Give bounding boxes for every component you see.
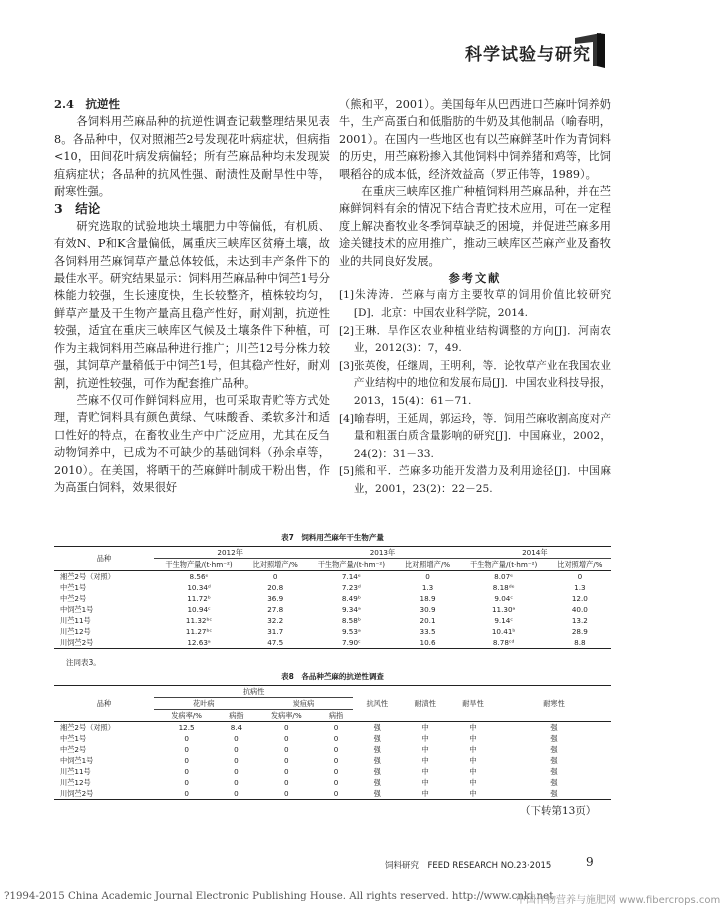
table-cell: 中 [469, 722, 477, 732]
table-cell: 0 [283, 745, 289, 754]
table-cell: 1.3 [574, 583, 586, 592]
table-cell: 0 [333, 723, 339, 732]
table-cell: 0 [234, 778, 239, 787]
table-cell: 10.34ᵈ [187, 583, 211, 592]
table-cell: 中 [469, 733, 477, 743]
section-title: 科学试验与研究 [465, 45, 591, 65]
table-cell: 强 [373, 788, 381, 798]
table-cell: 湘苎2号（对照） [60, 571, 115, 581]
table-cell: 0 [184, 745, 189, 754]
table-8-header-drought: 耐旱性 [449, 686, 497, 722]
table-cell: 川苎12号 [60, 626, 91, 636]
table-7-header-dry: 干生物产量/(t·hm⁻²) [470, 559, 538, 569]
table-cell: 13.2 [571, 616, 588, 625]
table-cell: 中 [421, 788, 429, 798]
table-cell: 川苎11号 [60, 615, 91, 625]
reference-item: [3]张英俊，任继周，王明利，等．论牧草产业在我国农业产业结构中的地位和发展布局[J]．中国农业科技导报，2013，15(4)：61－71. [339, 359, 611, 408]
reference-item: [4]喻春明，王延周，郭运玲，等．饲用苎麻收割高度对产量和粗蛋白质含量影响的研究[J]．中国麻业，2002，24(2)：31－33. [339, 412, 611, 460]
table-7-header-increase: 比对照增产/% [557, 559, 603, 569]
table-cell: 0 [184, 778, 189, 787]
table-7-header-increase: 比对照增产/% [404, 559, 451, 569]
table-7-header-increase: 比对照增产/% [252, 559, 298, 569]
table-cell: 中苎2号 [60, 593, 87, 603]
table-8-header-index: 病指 [229, 710, 244, 720]
table-7-header-dry: 干生物产量/(t·hm⁻²) [165, 559, 233, 569]
table-cell: 9.14ᶜ [494, 616, 514, 625]
right-column [339, 96, 611, 499]
table-cell: 0 [184, 734, 189, 743]
references-heading: 参考文献 [448, 271, 502, 286]
table-cell: 11.27ᵇᶜ [185, 627, 213, 636]
table-cell: 10.6 [419, 638, 436, 647]
watermark-text: 中国作物营养与施肥网 www.fibercrops.com [516, 895, 720, 906]
table-cell: 强 [373, 755, 381, 765]
table-cell: 8.49ᵇ [341, 594, 361, 603]
table-cell: 12.0 [571, 594, 588, 603]
reference-item: [2]王琳．旱作区农业种植业结构调整的方向[J]．河南农业，2012(3)：7，49. [339, 324, 611, 355]
table-cell: 中苎2号 [60, 744, 87, 754]
table-cell: 0 [184, 756, 189, 765]
reference-item: [5]熊和平．苎麻多功能开发潜力及利用途径[J]．中国麻业，2001，23(2)：22－25. [339, 465, 611, 495]
table-row [54, 733, 611, 744]
right-paragraph-2: 在重庆三峡库区推广种植饲料用苎麻品种，并在苎麻鲜饲料有余的情况下结合青贮技术应用，可在一定程度上解决畜牧业冬季饲草缺乏的困境，并促进苎麻多用途关键技术的应用推广，推动三峡库区苎麻产业及畜牧业的共同良好发展。 [339, 185, 611, 268]
table-cell: 9.34ᵃ [341, 605, 361, 614]
table-cell: 8.58ᵇ [341, 616, 361, 625]
table-8-header-wet: 耐渍性 [401, 686, 449, 722]
table-cell: 8.78ᶜᵈ [492, 638, 515, 647]
table-cell: 0 [283, 778, 289, 787]
section-logo-icon [571, 30, 609, 70]
table-cell: 47.5 [267, 638, 284, 647]
table-cell: 8.8 [574, 638, 586, 647]
table-row [54, 593, 611, 604]
table-cell: 28.9 [571, 627, 588, 636]
table-cell: 中 [469, 777, 477, 787]
table-cell: 0 [283, 734, 289, 743]
table-8-header-wind: 抗风性 [353, 686, 401, 722]
table-cell: 中 [469, 766, 477, 776]
conclusion-paragraph-1: 研究选取的试验地块土壤肥力中等偏低，有机质、有效N、P和K含量偏低，属重庆三峡库区贫瘠土壤，故各饲料用苎麻饲草产量总体较低，未达到丰产条件下的最佳水平。研究结果显示：饲料用苎麻品种中饲苎1号分株能力较强，生长速度快，生长较整齐，植株较均匀，鲜草产量及干生物产量高且稳产性好，耐刈割，抗逆性较强，适宜在重庆三峡库区气候及土壤条件下种植，可作为主栽饲料用苎麻品种进行推广；川苎12号分株力较强，其饲草产量稍低于中饲苎1号，但其稳产性好，耐刈割，抗逆性较强，可作为配套推广品种。 [54, 219, 330, 390]
table-row [54, 571, 611, 583]
journal-footer: 饲料研究 FEED RESEARCH NO.23·2015 [385, 861, 552, 871]
table-cell: 0 [184, 767, 189, 776]
table-cell: 9.53ᵃ [341, 627, 361, 636]
table-cell: 强 [550, 788, 558, 798]
table-cell: 中 [469, 788, 477, 798]
table-8-header-rate: 发病率/% [171, 710, 203, 720]
table-8-header-rate: 发病率/% [270, 710, 302, 720]
table-cell: 9.04ᶜ [494, 594, 514, 603]
table-cell: 强 [550, 755, 558, 765]
table-7-header-variety: 品种 [54, 547, 154, 571]
table-cell: 12.63ᵃ [187, 638, 211, 647]
table-cell: 强 [373, 777, 381, 787]
continued-note: （下转第13页） [520, 805, 597, 817]
table-cell: 0 [234, 756, 239, 765]
table-cell: 1.3 [421, 583, 434, 592]
table-cell: 7.90ᶜ [342, 638, 361, 647]
table-cell: 0 [425, 572, 430, 581]
table-cell: 中 [469, 755, 477, 765]
table-cell: 33.5 [419, 627, 436, 636]
table-cell: 8.56ᵉ [189, 572, 209, 581]
reference-item: [1]朱涛涛．苎麻与南方主要牧草的饲用价值比较研究[D]．北京：中国农业科学院，2014. [339, 289, 611, 320]
table-cell: 中 [421, 733, 429, 743]
table-cell: 11.32ᵇᶜ [185, 616, 213, 625]
table-cell: 强 [373, 744, 381, 754]
table-cell: 40.0 [571, 605, 588, 614]
table-cell: 中 [421, 755, 429, 765]
table-cell: 7.23ᵈ [341, 583, 361, 592]
table-7 [54, 546, 611, 649]
table-cell: 中苎1号 [60, 733, 87, 743]
table-cell: 中饲苎1号 [60, 604, 94, 614]
section-2-4-paragraph: 各饲料用苎麻品种的抗逆性调查记载整理结果见表8。各品种中，仅对照湘苎2号发现花叶病症状，但病指<10，田间花叶病发病偏轻；所有苎麻品种均未发现炭疽病症状；各品种的抗风性强、耐渍性及耐旱性中等，耐寒性强。 [54, 115, 330, 199]
table-7-header-year: 2014年 [459, 547, 611, 559]
table-cell: 川饲苎2号 [60, 788, 94, 798]
table-7-header-dry: 干生物产量/(t·hm⁻²) [317, 559, 386, 569]
table-row [54, 788, 611, 800]
copyright-line: ?1994-2015 China Academic Journal Electronic Publishing House. All rights reserved. http://www.cnki.net [4, 891, 554, 902]
table-8 [54, 685, 611, 800]
table-cell: 8.4 [230, 723, 243, 732]
table-cell: 0 [283, 756, 289, 765]
table-cell: 0 [234, 789, 239, 798]
table-cell: 0 [283, 767, 289, 776]
table-cell: 0 [333, 756, 339, 765]
table-cell: 中苎1号 [60, 582, 87, 592]
table-8-header-cold: 耐寒性 [497, 686, 611, 722]
left-column [54, 96, 330, 496]
table-row [54, 744, 611, 755]
table-cell: 11.72ᵇ [187, 594, 211, 603]
table-cell: 川苎12号 [60, 777, 91, 787]
table-cell: 12.5 [178, 723, 195, 732]
table-cell: 中 [421, 777, 429, 787]
page-number: 9 [586, 855, 594, 869]
table-row [54, 766, 611, 777]
table-cell: 强 [550, 777, 558, 787]
table-7-note: 注同表3。 [66, 658, 101, 667]
section-2-4-heading: 2.4 抗逆性 [54, 97, 121, 111]
table-row [54, 777, 611, 788]
table-cell: 强 [373, 722, 381, 732]
table-cell: 0 [184, 789, 189, 798]
table-7-caption: 表7 饲料用苎麻年干生物产量 [281, 533, 384, 542]
table-row [54, 615, 611, 626]
table-cell: 中 [421, 766, 429, 776]
table-cell: 0 [234, 734, 239, 743]
right-paragraph-1: （熊和平，2001）。美国每年从巴西进口苎麻叶饲养奶牛，生产高蛋白和低脂肪的牛奶及其他制品（喻春明，2001）。在国内一些地区也有以苎麻鲜茎叶作为青饲料的历史，用苎麻粉掺入其他饲料中饲养猪和鸡等，比饲喂稻谷的成本低，经济效益高（罗正伟等，1989）。 [339, 98, 611, 181]
table-cell: 8.07ᵉ [494, 572, 514, 581]
table-cell: 0 [333, 789, 339, 798]
table-8-header-variety: 品种 [54, 686, 154, 722]
table-cell: 中 [469, 744, 477, 754]
table-cell: 强 [550, 744, 558, 754]
table-cell: 0 [234, 745, 239, 754]
table-cell: 31.7 [267, 627, 284, 636]
table-cell: 强 [550, 733, 558, 743]
table-row [54, 626, 611, 637]
table-cell: 强 [550, 722, 558, 732]
table-cell: 30.9 [419, 605, 436, 614]
table-row [54, 637, 611, 649]
table-7-header-year: 2013年 [306, 547, 458, 559]
table-cell: 7.14ᵉ [341, 572, 361, 581]
table-cell: 强 [373, 733, 381, 743]
table-cell: 强 [550, 766, 558, 776]
table-cell: 0 [577, 572, 583, 581]
table-8-header-resistance: 抗病性 [154, 686, 353, 698]
table-cell: 18.9 [419, 594, 436, 603]
table-cell: 36.9 [267, 594, 284, 603]
table-cell: 0 [333, 734, 339, 743]
table-cell: 0 [234, 767, 239, 776]
table-cell: 10.94ᶜ [187, 605, 211, 614]
table-row [54, 582, 611, 593]
table-cell: 川饲苎2号 [60, 637, 94, 647]
table-cell: 中 [421, 722, 429, 732]
table-cell: 0 [333, 778, 339, 787]
table-cell: 中 [421, 744, 429, 754]
table-cell: 27.8 [267, 605, 284, 614]
table-cell: 0 [333, 745, 339, 754]
table-cell: 11.30ᵃ [491, 605, 516, 614]
table-8-caption: 表8 各品种苎麻的抗逆性调查 [281, 672, 384, 681]
table-cell: 20.8 [267, 583, 284, 592]
table-7-header-year: 2012年 [154, 547, 306, 559]
section-3-heading: 3 结论 [54, 201, 101, 217]
conclusion-paragraph-2: 苎麻不仅可作鲜饲料应用，也可采取青贮等方式处理，青贮饲料具有颜色黄绿、气味酸香、柔软多汁和适口性好的特点，在畜牧业生产中广泛应用，尤其在反刍动物饲养中，已成为不可缺少的基础饲料（孙余卓等，2010）。在美国，将晒干的苎麻鲜叶制成干粉出售，作为高蛋白饲料，效果很好 [54, 393, 330, 494]
table-8-header-mosaic: 花叶病 [154, 698, 254, 710]
table-row [54, 755, 611, 766]
table-cell: 10.41ᵇ [491, 627, 516, 636]
table-cell: 0 [283, 723, 289, 732]
table-8-header-index: 病指 [328, 710, 344, 720]
table-cell: 0 [333, 767, 339, 776]
table-cell: 32.2 [267, 616, 284, 625]
table-cell: 强 [373, 766, 381, 776]
table-cell: 0 [272, 572, 278, 581]
table-cell: 20.1 [419, 616, 436, 625]
table-cell: 0 [283, 789, 289, 798]
table-8-header-anthracnose: 炭疽病 [254, 698, 354, 710]
table-cell: 8.18ᵈᵉ [492, 583, 515, 592]
table-row [54, 722, 611, 734]
table-row [54, 604, 611, 615]
table-cell: 川苎11号 [60, 766, 91, 776]
table-cell: 中饲苎1号 [60, 755, 94, 765]
table-cell: 湘苎2号（对照） [60, 722, 115, 732]
